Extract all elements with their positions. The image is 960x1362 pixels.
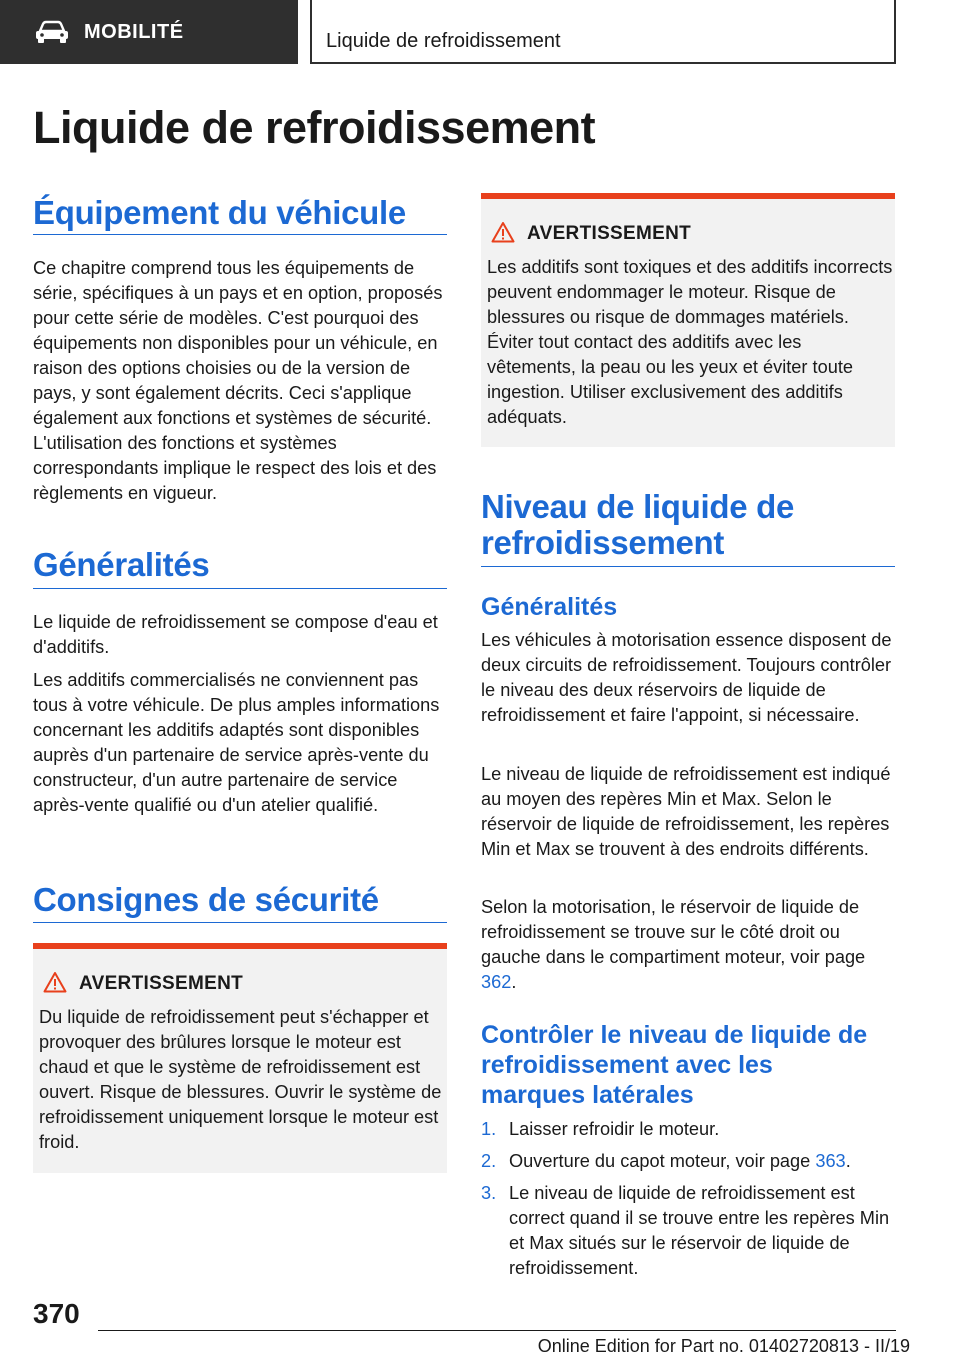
equip-text: Ce chapitre comprend tous les équipements de série, spécifiques à un pays et en option, proposés pour cette série de modèles. C'est pourquoi des équipements non disponibles pour un véhicule, en raison des options choisies ou de la version de pays, y sont également décrits. Ceci s'applique également aux fonctions et systèmes de sécurité. L'utilisation des fonctions et systèmes correspondants implique le respect des lois et des règlements en vigueur. [33,258,443,503]
heading-niveau-line2: refroidissement [481,524,725,561]
warning-text: Du liquide de refroidissement peut s'échapper et provoquer des brûlures lorsque le moteur est chaud et que le système de refroidissement est ouvert. Risque de blessures. Ouvrir le système de refroidissement uniquement lorsque le moteur est froid. [39,1007,442,1152]
steps-list [481,1117,895,1288]
page-number: 370 [33,1298,80,1329]
footer-rule [98,1330,896,1331]
subheading-generalites: Généralités [481,593,618,621]
car-icon [34,20,70,44]
heading-rule [481,566,895,567]
warning-box-burn [33,943,447,1173]
subheading-controler-line3: marques latérales [481,1081,694,1109]
warning-triangle-icon [491,221,515,243]
page-title: Liquide de refroidissement [33,102,596,153]
general-p1: Le liquide de refroidissement se compose d'eau et d'additifs. [33,612,438,657]
level-p2: Le niveau de liquide de refroidissement est indiqué au moyen des repères Min et Max. Selon le réservoir de liquide de refroidissement, les repères Min et Max se trouvent à des endroits différents. [481,764,891,859]
heading-generalites: Généralités [33,546,210,583]
heading-equipement: Équipement du véhicule [33,194,406,231]
section-label: MOBILITÉ [84,20,184,43]
list-item: 3. Le niveau de liquide de refroidissement est correct quand il se trouve entre les repères Min et Max situés sur le réservoir de liquide de refroidissement. [481,1183,890,1278]
warning-triangle-icon [43,971,67,993]
level-p3: Selon la motorisation, le réservoir de liquide de refroidissement se trouve sur le côté droit ou gauche dans le compartiment moteur, voir page 362. [481,897,866,992]
heading-consignes: Consignes de sécurité [33,881,379,918]
warning-box-additives [481,193,895,447]
edition-text: Online Edition for Part no. 01402720813 - II/19 [537,1336,910,1356]
section-tab[interactable] [0,0,298,64]
subheading-controler-line2: refroidissement avec les [481,1051,773,1079]
heading-rule [33,588,447,589]
heading-niveau-line1: Niveau de liquide de [481,488,795,525]
general-p2: Les additifs commercialisés ne conviennent pas tous à votre véhicule. De plus amples informations concernant les additifs adaptés sont disponibles auprès d'un partenaire de service après-vente du constructeur, d'un autre partenaire de service après-vente qualifié ou d'un atelier qualifié. [33,670,440,815]
heading-rule [33,922,447,923]
subheading-controler-line1: Contrôler le niveau de liquide de [481,1021,868,1049]
page-link-362[interactable]: 362 [481,972,512,992]
list-item: 1. Laisser refroidir le moteur. [481,1119,720,1139]
warning-title: AVERTISSEMENT [79,973,244,994]
page-topic: Liquide de refroidissement [326,30,561,52]
list-item: 2. Ouverture du capot moteur, voir page 363. [481,1151,851,1171]
level-p1: Les véhicules à motorisation essence disposent de deux circuits de refroidissement. Toujours contrôler le niveau des deux réservoirs de liquide de refroidissement et faire l'appoint, si nécessaire. [481,630,892,725]
warning-title: AVERTISSEMENT [527,223,692,244]
warning-text: Les additifs sont toxiques et des additifs incorrects peuvent endommager le moteur. Risque de blessures ou risque de dommages matériels. Éviter tout contact des additifs avec les vêtements, la peau ou les yeux et éviter toute ingestion. Utiliser exclusivement des additifs adéquats. [487,257,893,427]
heading-rule [33,234,447,235]
page-link-363[interactable]: 363 [815,1151,846,1171]
page-topic-box [310,0,896,64]
